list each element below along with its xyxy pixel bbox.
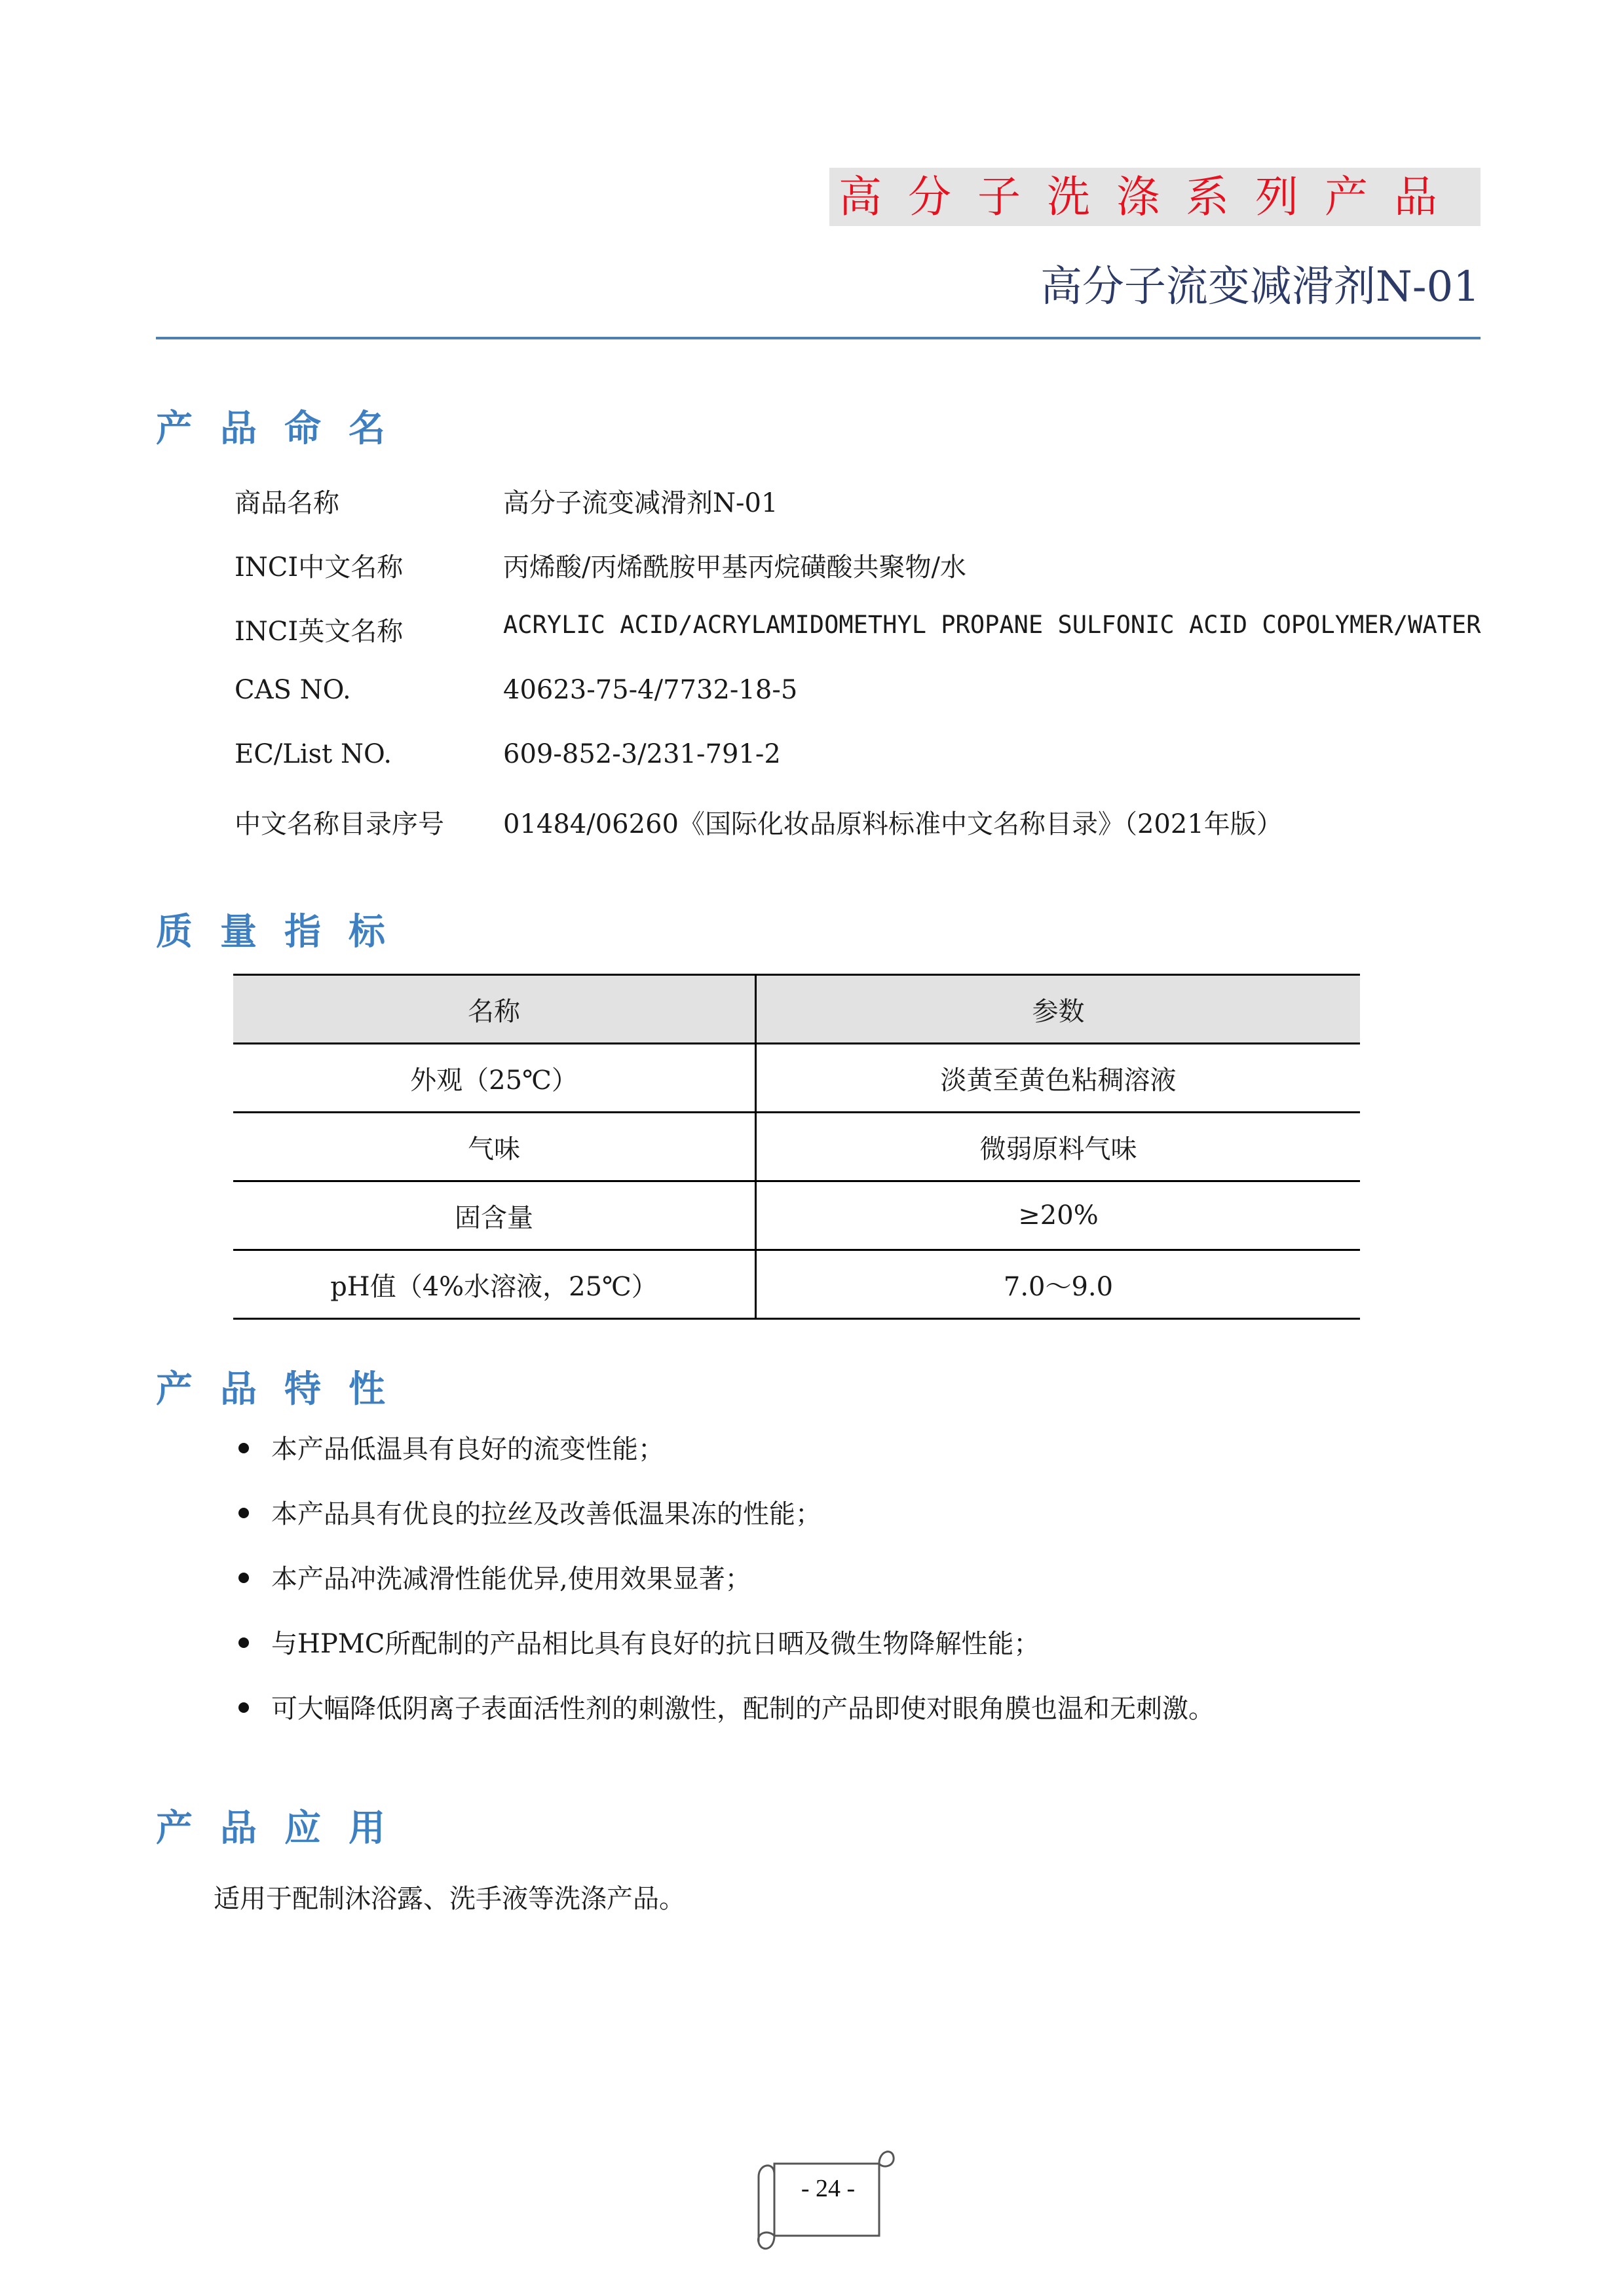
naming-label: INCI英文名称 (235, 617, 404, 647)
naming-label: 商品名称 (235, 488, 339, 518)
naming-value: 609-852-3/231-791-2 (503, 739, 781, 769)
section-heading-features: 产品特性 (156, 1368, 413, 1411)
spec-name-cell: pH值（4%水溶液，25℃） (233, 1250, 756, 1319)
list-item (235, 1428, 1215, 1493)
spec-value-cell: 7.0～9.0 (756, 1250, 1361, 1319)
spec-value-cell: ≥20% (756, 1181, 1361, 1250)
application-text: 适用于配制沐浴露、洗手液等洗涤产品。 (214, 1884, 685, 1914)
section-heading-quality: 质量指标 (156, 911, 413, 953)
naming-value: 01484/06260《国际化妆品原料标准中文名称目录》（2021年版） (503, 809, 1283, 839)
series-banner: 高分子洗涤系列产品 (829, 168, 1481, 226)
feature-text: 与HPMC所配制的产品相比具有良好的抗日晒及微生物降解性能； (271, 1629, 1040, 1659)
quality-spec-table (233, 974, 1360, 1320)
product-title: 高分子流变减滑剂N-01 (1040, 263, 1480, 311)
section-heading-application: 产品应用 (156, 1807, 413, 1850)
naming-value: 高分子流变减滑剂N-01 (503, 488, 778, 518)
naming-value: 40623-75-4/7732-18-5 (503, 675, 798, 705)
spec-name-cell: 气味 (233, 1113, 756, 1181)
bullet-icon (238, 1508, 249, 1518)
table-row (233, 1181, 1360, 1250)
list-item (235, 1688, 1215, 1753)
bullet-icon (238, 1573, 249, 1583)
spec-name-cell: 固含量 (233, 1181, 756, 1250)
feature-text: 本产品具有优良的拉丝及改善低温果冻的性能； (271, 1499, 821, 1529)
bullet-icon (238, 1443, 249, 1453)
feature-text: 可大幅降低阴离子表面活性剂的刺激性，配制的产品即使对眼角膜也温和无刺激。 (271, 1694, 1215, 1724)
naming-value: 丙烯酸/丙烯酰胺甲基丙烷磺酸共聚物/水 (503, 552, 966, 583)
header-divider (156, 337, 1481, 339)
table-row (233, 1044, 1360, 1113)
naming-label: 中文名称目录序号 (235, 809, 444, 839)
list-item (235, 1623, 1215, 1688)
naming-label: EC/List NO. (235, 739, 392, 769)
feature-text: 本产品低温具有良好的流变性能； (271, 1434, 664, 1464)
naming-value: ACRYLIC ACID/ACRYLAMIDOMETHYL PROPANE SULFONIC ACID COPOLYMER/WATER (503, 611, 1481, 639)
list-item (235, 1493, 1215, 1558)
naming-label: INCI中文名称 (235, 552, 404, 583)
feature-text: 本产品冲洗减滑性能优异,使用效果显著； (271, 1564, 751, 1594)
spec-name-cell: 外观（25℃） (233, 1044, 756, 1113)
column-header-name: 名称 (233, 975, 756, 1044)
section-heading-naming: 产品命名 (156, 408, 413, 450)
table-row (233, 1113, 1360, 1181)
table-row (233, 1250, 1360, 1319)
spec-value-cell: 微弱原料气味 (756, 1113, 1361, 1181)
table-header-row (233, 975, 1360, 1044)
bullet-icon (238, 1637, 249, 1648)
naming-label: CAS NO. (235, 675, 351, 705)
spec-value-cell: 淡黄至黄色粘稠溶液 (756, 1044, 1361, 1113)
page-number: - 24 - (801, 2175, 856, 2202)
list-item (235, 1558, 1215, 1623)
column-header-parameter: 参数 (756, 975, 1361, 1044)
bullet-icon (238, 1702, 249, 1713)
feature-list (235, 1428, 1215, 1753)
